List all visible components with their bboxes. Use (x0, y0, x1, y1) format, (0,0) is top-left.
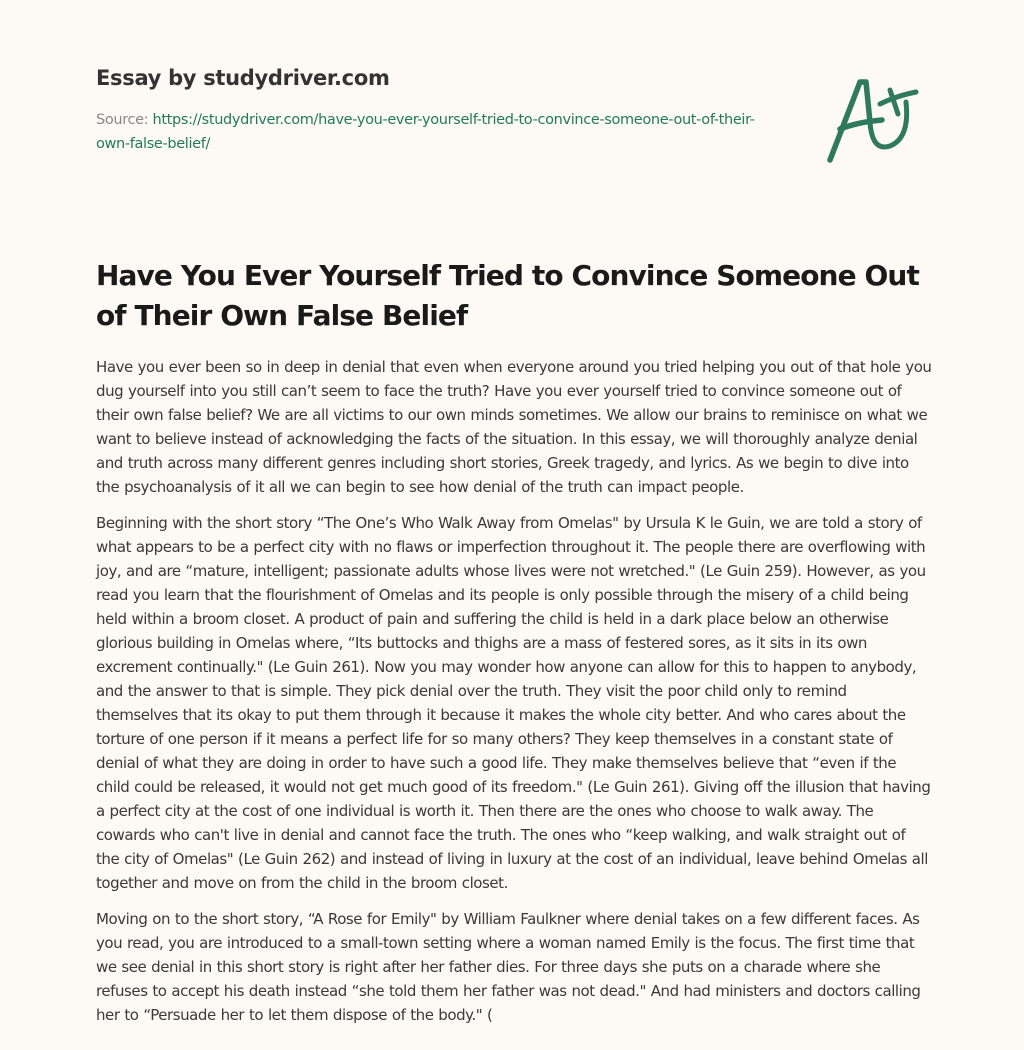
essay-paragraph: Have you ever been so in deep in denial that even when everyone around you tried helping you out of that hole you dug yourself into you still can’t seem to face the truth? Have you ever yourself tried to convince someone out of their own false belief? We are all victims to our own minds sometimes. We allow our brains to reminisce on what we want to believe instead of acknowledging the facts of the situation. In this essay, we will thoroughly analyze denial and truth across many different genres including short stories, Greek tragedy, and lyrics. As we begin to dive into the psychoanalysis of it all we can begin to see how denial of the truth can impact people. (96, 358, 932, 496)
essay-title: Have You Ever Yourself Tried to Convince Someone Out of Their Own False Belief (96, 259, 919, 332)
site-title: Essay by studydriver.com (96, 66, 390, 90)
page-header (96, 62, 776, 156)
source-link[interactable]: https://studydriver.com/have-you-ever-yourself-tried-to-convince-someone-out-of-their-own-false-belief/ (96, 112, 755, 152)
essay-body (96, 355, 932, 1039)
source-label: Source: (96, 112, 153, 128)
essay-paragraph: Beginning with the short story “The One’s Who Walk Away from Omelas" by Ursula K le Guin, we are told a story of what appears to be a perfect city with no flaws or imperfection throughout it. The people there are overflowing with joy, and are “mature, intelligent; passionate adults whose lives were not wretched." (Le Guin 259). However, as you read you learn that the flourishment of Omelas and its people is only possible through the misery of a child being held within a broom closet. A product of pain and suffering the child is held in a dark place below an otherwise glorious building in Omelas where, “Its buttocks and thighs are a mass of festered sores, as it sits in its own excrement continually." (Le Guin 261). Now you may wonder how anyone can allow for this to happen to anybody, and the answer to that is simple. They pick denial over the truth. They visit the poor child only to remind themselves that its okay to put them through it because it makes the whole city better. And who cares about the torture of one person if it means a perfect life for so many others? They keep themselves in a constant state of denial of what they are doing in order to have such a good life. They make themselves believe that “even if the child could be released, it would not get much good of its freedom." (Le Guin 261). Giving off the illusion that having a perfect city at the cost of one individual is worth it. Then there are the ones who choose to walk away. The cowards who can't live in denial and cannot face the truth. The ones who “keep walking, and walk straight out of the city of Omelas" (Le Guin 262) and instead of living in luxury at the cost of an individual, leave behind Omelas all together and move on from the child in the broom closet. (96, 514, 931, 892)
source-line (96, 108, 776, 156)
essay-paragraph: Moving on to the short story, “A Rose for Emily" by William Faulkner where denial takes on a few different faces. As you read, you are introduced to a small-town setting where a woman named Emily is the focus. The first time that we see denial in this short story is right after her father dies. For three days she puts on a charade where she refuses to accept his death instead “she told them her father was not dead." And had ministers and doctors calling her to “Persuade her to let them dispose of the body." ( (96, 910, 921, 1024)
a-plus-grade-icon (818, 62, 928, 172)
